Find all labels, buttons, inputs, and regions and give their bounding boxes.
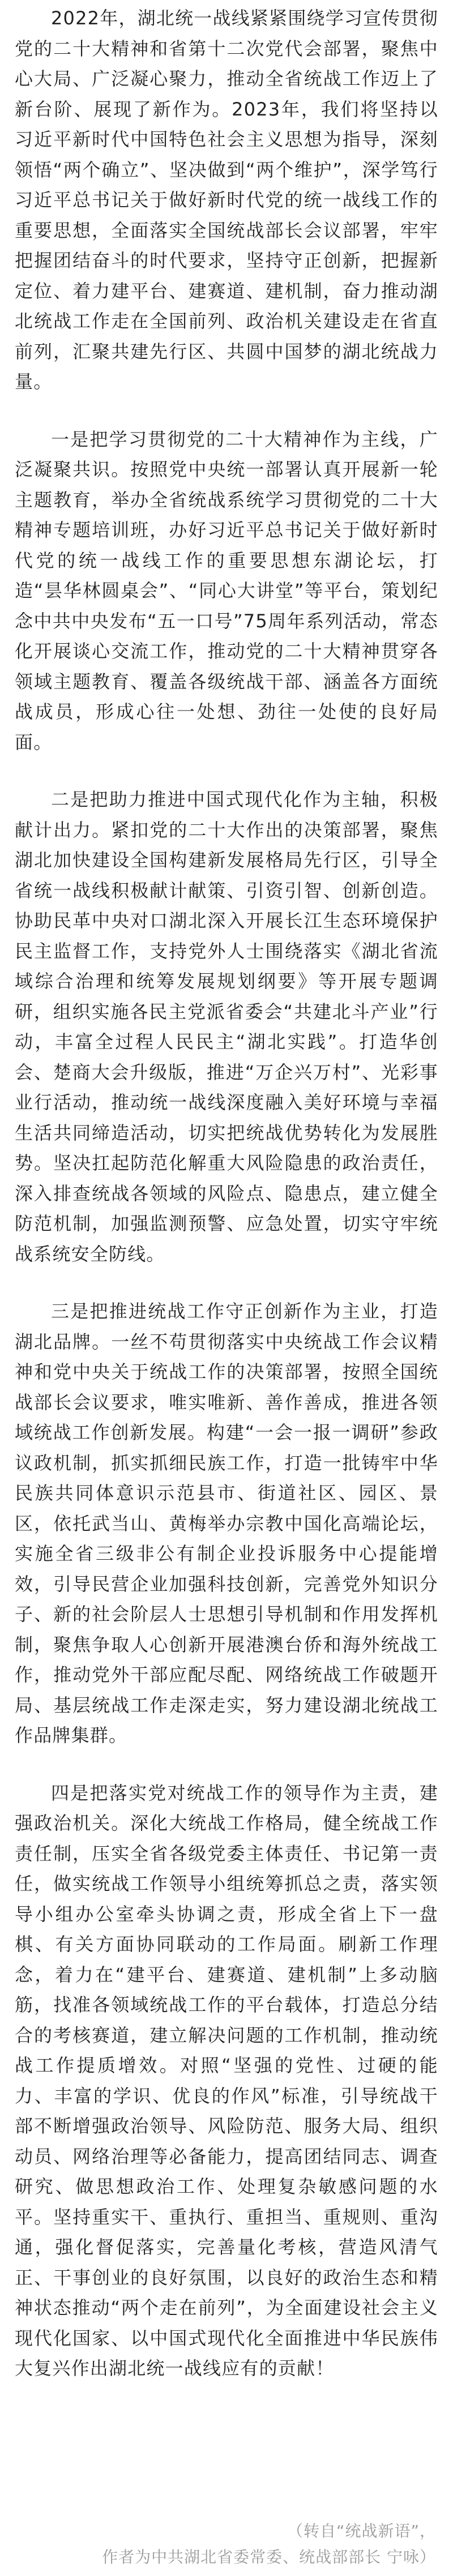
article-paragraph: 2022年，湖北统一战线紧紧围绕学习宣传贯彻党的二十大精神和省第十二次党代会部署，聚焦中心大局、广泛凝心聚力，推动全省统战工作迈上了新台阶、展现了新作为。2023年，我们将坚持以习近平新时代中国特色社会主义思想为指导，深刻领悟“两个确立”、坚决做到“两个维护”，深学笃行习近平总书记关于做好新时代党的统一战线工作的重要思想，全面落实全国统战部长会议部署，牢牢把握团结奋斗的时代要求，坚持守正创新，把握新定位、着力建平台、建赛道、建机制，奋力推动湖北统战工作走在全国前列、政治机关建设走在省直前列，汇聚共建先行区、共圆中国梦的湖北统战力量。 (15, 7, 438, 392)
paragraph-spacer (15, 1751, 438, 1778)
article-paragraph: 二是把助力推进中国式现代化作为主轴，积极献计出力。紧扣党的二十大作出的决策部署，聚焦湖北加快建设全国构建新发展格局先行区，引导全省统一战线积极献计献策、引资引智、创新创造。协助民革中央对口湖北深入开展长江生态环境保护民主监督工作，支持党外人士围绕落实《湖北省流域综合治理和统筹发展规划纲要》等开展专题调研，组织实施各民主党派省委会“共建北斗产业”行动，丰富全过程人民民主“湖北实践”。打造华创会、楚商大会升级版，推进“万企兴万村”、光彩事业行活动，推动统一战线深度融入美好环境与幸福生活共同缔造活动，切实把统战优势转化为发展胜势。坚决扛起防范化解重大风险隐患的政治责任，深入排查统战各领域的风险点、隐患点，建立健全防范机制，加强监测预警、应急处置，切实守牢统战系统安全防线。 (15, 789, 438, 1265)
source-line: （转自“统战新语”， (287, 2522, 436, 2540)
article-source (102, 2518, 436, 2570)
paragraph-spacer (15, 758, 438, 785)
paragraph-spacer (15, 397, 438, 425)
article-paragraph: 一是把学习贯彻党的二十大精神作为主线，广泛凝聚共识。按照党中央统一部署认真开展新一轮主题教育，举办全省统战系统学习贯彻党的二十大精神专题培训班，办好习近平总书记关于做好新时代党的统一战线工作的重要思想东湖论坛，打造“昙华林圆桌会”、“同心大讲堂”等平台，策划纪念中共中央发布“五一口号”75周年系列活动，常态化开展谈心交流工作，推动党的二十大精神贯穿各领域主题教育、覆盖各级统战干部、涵盖各方面统战成员，形成心往一处想、劲往一处使的良好局面。 (15, 428, 438, 753)
article-paragraph: 四是把落实党对统战工作的领导作为主责，建强政治机关。深化大统战工作格局，健全统战工作责任制，压实全省各级党委主体责任、书记第一责任，做实统战工作领导小组统筹抓总之责，落实领导小组办公室牵头协调之责，形成全省上下一盘棋、有关方面协同联动的工作局面。刷新工作理念，着力在“建平台、建赛道、建机制”上多动脑筋，找准各领域统战工作的平台载体，打造总分结合的考核赛道，建立解决问题的工作机制，推动统战工作提质增效。对照“坚强的党性、过硬的能力、丰富的学识、优良的作风”标准，引导统战干部不断增强政治领导、风险防范、服务大局、组织动员、网络治理等必备能力，提高团结同志、调查研究、做思想政治工作、处理复杂敏感问题的水平。坚持重实干、重执行、重担当、重规则、重沟通，强化督促落实，完善量化考核，营造风清气正、干事创业的良好氛围，以良好的政治生态和精神状态推动“两个走在前列”，为全面建设社会主义现代化国家、以中国式现代化全面推进中华民族伟大复兴作出湖北统一战线应有的贡献！ (15, 1782, 438, 2379)
author-line: 作者为中共湖北省委常委、统战部部长 宁咏） (102, 2548, 436, 2566)
paragraph-spacer (15, 1269, 438, 1296)
article-paragraph: 三是把推进统战工作守正创新作为主业，打造湖北品牌。一丝不苟贯彻落实中央统战工作会议精神和党中央关于统战工作的决策部署，按照全国统战部长会议要求，唯实唯新、善作善成，推进各领域统战工作创新发展。构建“一会一报一调研”参政议政机制，抓实抓细民族工作，打造一批铸牢中华民族共同体意识示范县市、街道社区、园区、景区，依托武当山、黄梅举办宗教中国化高端论坛，实施全省三级非公有制企业投诉服务中心提能增效，引导民营企业加强科技创新，完善党外知识分子、新的社会阶层人士思想引导机制和作用发挥机制，聚焦争取人心创新开展港澳台侨和海外统战工作，推动党外干部应配尽配、网络统战工作破题开局、基层统战工作走深走实，努力建设湖北统战工作品牌集群。 (15, 1300, 438, 1746)
